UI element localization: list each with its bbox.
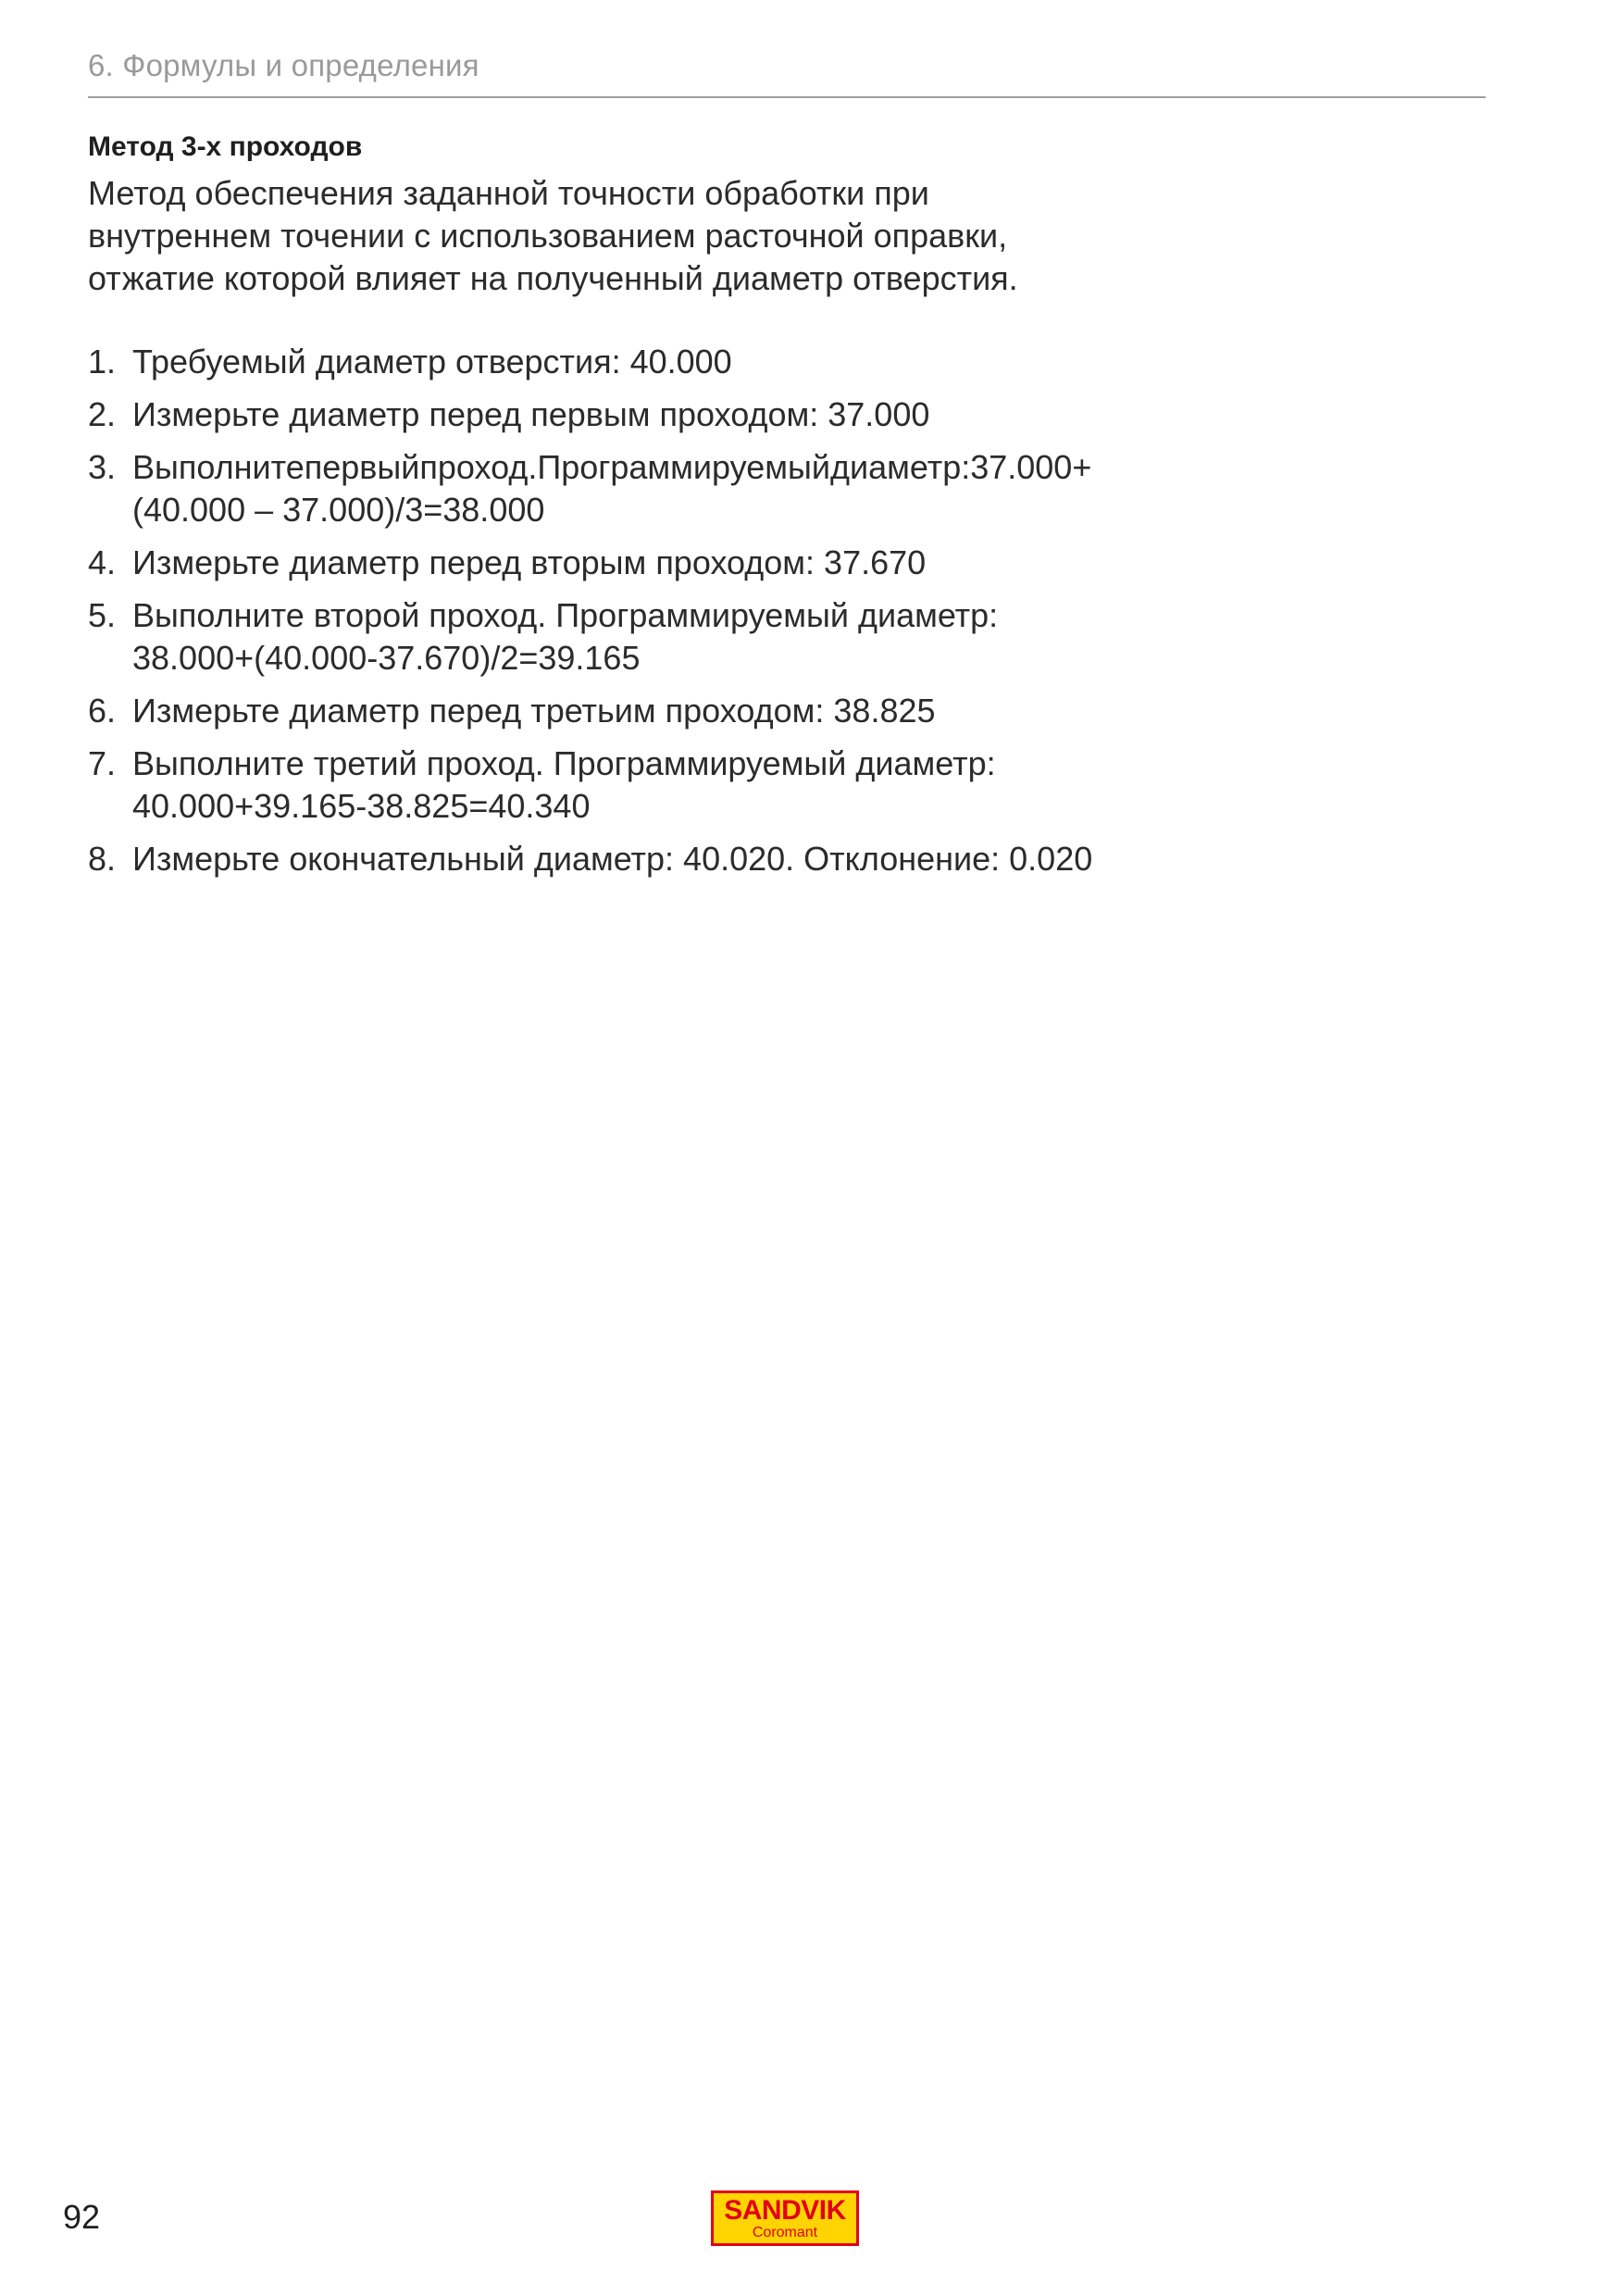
step-number: 7.	[88, 744, 117, 782]
step-line: Выполните второй проход. Программируемый диаметр:	[132, 596, 999, 634]
header-divider	[88, 96, 1486, 98]
list-item	[88, 341, 1476, 383]
step-number: 5.	[88, 596, 117, 634]
step-line: 38.000+(40.000-37.670)/2=39.165	[132, 639, 641, 677]
step-line: 40.000+39.165-38.825=40.340	[132, 787, 591, 825]
list-item	[88, 690, 1476, 732]
step-text	[132, 742, 1476, 828]
step-line: Требуемый диаметр отверстия: 40.000	[132, 343, 732, 381]
page-number: 92	[63, 2198, 101, 2236]
step-line: Измерьте окончательный диаметр: 40.020. Отклонение: 0.020	[132, 840, 1093, 878]
section-title: Метод 3-х проходов	[88, 131, 363, 162]
step-line: Выполните третий проход. Программируемый диаметр:	[132, 744, 996, 782]
list-item	[88, 594, 1476, 680]
sandvik-coromant-logo	[711, 2190, 859, 2246]
step-number: 1.	[88, 343, 117, 381]
step-number: 6.	[88, 692, 117, 730]
step-line: Измерьте диаметр перед первым проходом: 37.000	[132, 395, 930, 433]
step-number: 3.	[88, 448, 117, 486]
section-intro	[88, 172, 1476, 300]
step-number: 8.	[88, 840, 117, 878]
step-text	[132, 690, 1476, 732]
intro-line: отжатие которой влияет на полученный диаметр отверстия.	[88, 259, 1018, 297]
step-text	[132, 393, 1476, 436]
step-line: (40.000 – 37.000)/3=38.000	[132, 491, 545, 529]
step-text	[132, 542, 1476, 584]
step-line: Измерьте диаметр перед третьим проходом: 38.825	[132, 692, 936, 730]
list-item	[88, 446, 1476, 531]
intro-line: внутреннем точении с использованием расточной оправки,	[88, 217, 1008, 255]
list-item	[88, 838, 1476, 880]
logo-subtitle: Coromant	[752, 2224, 818, 2240]
step-number: 4.	[88, 543, 117, 581]
running-header: 6. Формулы и определения	[88, 48, 479, 82]
step-number: 2.	[88, 395, 117, 433]
intro-line: Метод обеспечения заданной точности обработки при	[88, 174, 929, 212]
step-line: Измерьте диаметр перед вторым проходом: 37.670	[132, 543, 927, 581]
list-item	[88, 542, 1476, 584]
step-line: Выполнитепервыйпроход.Программируемыйдиаметр:37.000+	[132, 448, 1092, 486]
logo-wordmark: SANDVIK	[724, 2194, 846, 2226]
step-text	[132, 838, 1476, 880]
page-content	[88, 130, 1476, 891]
list-item	[88, 742, 1476, 828]
step-text	[132, 594, 1476, 680]
step-text	[132, 341, 1476, 383]
steps-list	[88, 341, 1476, 880]
step-text	[132, 446, 1476, 531]
list-item	[88, 393, 1476, 436]
